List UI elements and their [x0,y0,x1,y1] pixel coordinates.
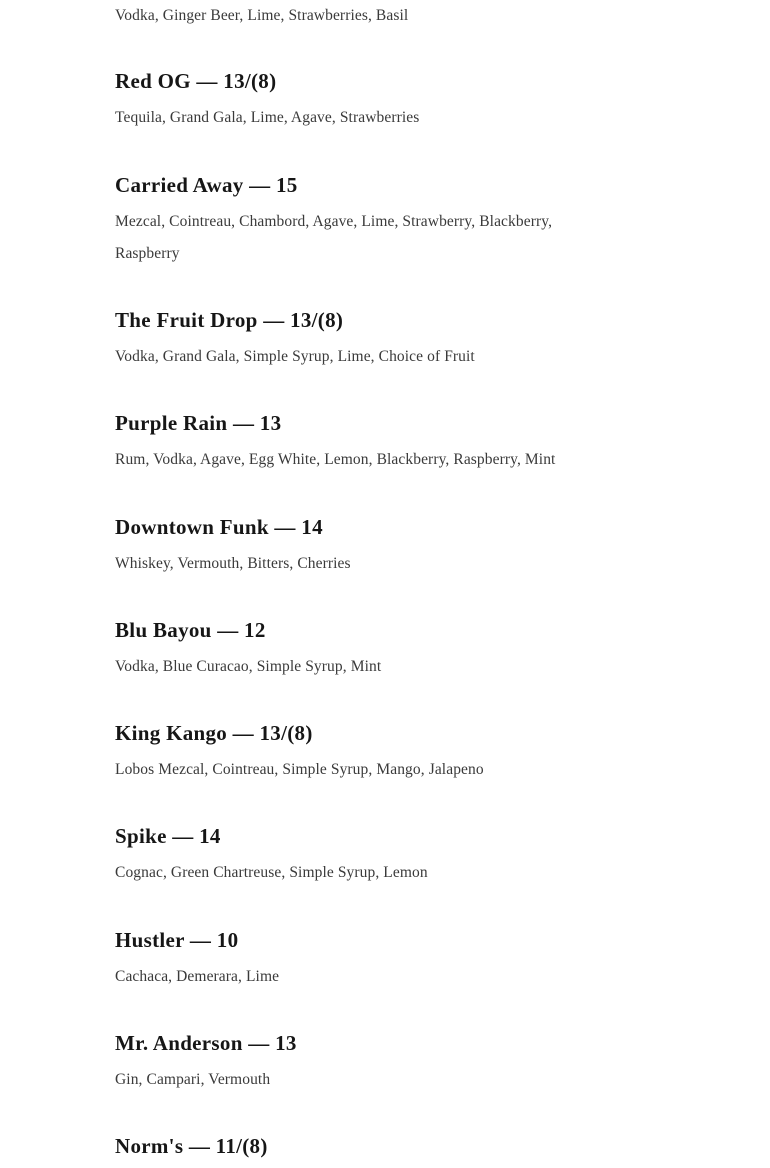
menu-item-title: King Kango — 13/(8) [115,721,313,745]
menu-item [115,409,635,476]
menu-item-description: Mezcal, Cointreau, Chambord, Agave, Lime, Strawberry, Blackberry, Raspberry [115,213,553,262]
menu-item-description: Rum, Vodka, Agave, Egg White, Lemon, Blackberry, Raspberry, Mint [115,451,556,468]
menu-item-description: Vodka, Blue Curacao, Simple Syrup, Mint [115,658,382,675]
menu-item-title: Norm's — 11/(8) [115,1134,268,1158]
menu-item-title: Carried Away — 15 [115,173,298,197]
menu-item-description: Whiskey, Vermouth, Bitters, Cherries [115,555,351,572]
menu-item [115,1132,635,1167]
menu-item [115,1029,635,1096]
menu-item-description: Cachaca, Demerara, Lime [115,968,280,985]
menu-item-title: Purple Rain — 13 [115,411,282,435]
menu-item [115,616,635,683]
menu-item-title: Blu Bayou — 12 [115,618,266,642]
menu-item-title: Red OG — 13/(8) [115,69,277,93]
menu-item [115,822,635,889]
menu-item [115,67,635,134]
menu-item-description: Tequila, Grand Gala, Lime, Agave, Strawberries [115,109,420,126]
menu-item-description: Lobos Mezcal, Cointreau, Simple Syrup, Mango, Jalapeno [115,761,484,778]
menu-item [115,926,635,993]
menu-item-title: The Fruit Drop — 13/(8) [115,308,344,332]
menu-item-description: Vodka, Ginger Beer, Lime, Strawberries, Basil [115,7,409,24]
menu-item [115,306,635,373]
menu-item-description: Gin, Campari, Vermouth [115,1071,271,1088]
menu-item-description: Vodka, Grand Gala, Simple Syrup, Lime, Choice of Fruit [115,348,475,365]
menu-item-description: Cognac, Green Chartreuse, Simple Syrup, Lemon [115,864,428,881]
menu-item-title: Mr. Anderson — 13 [115,1031,297,1055]
menu-item [115,513,635,580]
menu-item [115,171,635,270]
menu-item-title: Downtown Funk — 14 [115,515,323,539]
menu-item-title: Hustler — 10 [115,928,239,952]
menu-item [115,719,635,786]
menu-item-title: Spike — 14 [115,824,221,848]
